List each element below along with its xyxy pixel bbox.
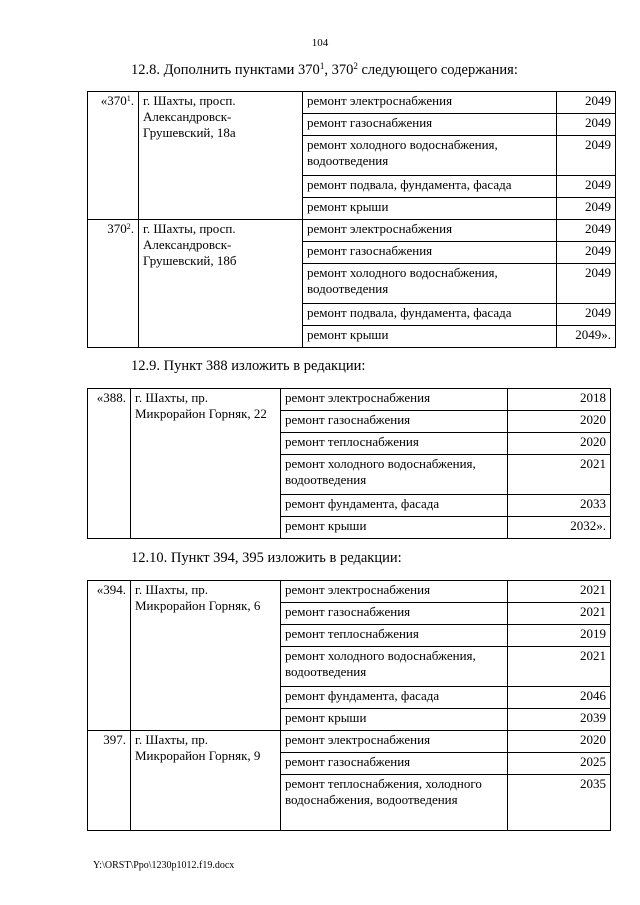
work-type-cell: ремонт холодного водоснабжения, водоотведения (281, 647, 508, 687)
work-type-cell: ремонт крыши (281, 517, 508, 539)
work-type-cell: ремонт подвала, фундамента, фасада (303, 176, 557, 198)
work-type-cell: ремонт электроснабжения (281, 581, 508, 603)
table-row (88, 731, 611, 753)
year-cell: 2021 (508, 455, 611, 495)
work-type-cell: ремонт фундамента, фасада (281, 495, 508, 517)
year-cell: 2049». (557, 326, 616, 348)
item-number: «$370^1$. (88, 92, 139, 220)
year-cell: 2049 (557, 304, 616, 326)
address-cell: г. Шахты, просп. Александровск-Грушевский, 18б (139, 220, 303, 348)
work-type-cell: ремонт газоснабжения (281, 603, 508, 625)
section-12-9-heading: 12.9. Пункт 388 изложить в редакции: (131, 358, 366, 374)
section-12-10-heading: 12.10. Пункт 394, 395 изложить в редакции: (131, 550, 402, 566)
address-cell: г. Шахты, пр. Микрорайон Горняк, 9 (131, 731, 281, 831)
year-cell: 2021 (508, 647, 611, 687)
heading-text: , 370 (324, 62, 354, 78)
year-cell: 2018 (508, 389, 611, 411)
table-12-8 (87, 91, 616, 348)
work-type-cell: ремонт холодного водоснабжения, водоотведения (281, 455, 508, 495)
work-type-cell: ремонт холодного водоснабжения, водоотведения (303, 264, 557, 304)
work-type-cell: ремонт газоснабжения (281, 411, 508, 433)
year-cell: 2020 (508, 433, 611, 455)
address-cell: г. Шахты, просп. Александровск-Грушевский, 18а (139, 92, 303, 220)
heading-superscript: 1 (319, 61, 325, 71)
work-type-cell: ремонт холодного водоснабжения, водоотведения (303, 136, 557, 176)
table-row (88, 581, 611, 603)
year-cell: 2049 (557, 198, 616, 220)
year-cell: 2021 (508, 581, 611, 603)
section-12-8-heading (131, 62, 518, 79)
document-path-footer: Y:\ORST\Ppo\1230p1012.f19.docx (93, 860, 235, 871)
table-12-9 (87, 388, 611, 539)
work-type-cell: ремонт фундамента, фасада (281, 687, 508, 709)
item-number: «388. (88, 389, 131, 539)
year-cell: 2049 (557, 242, 616, 264)
item-number: «394. (88, 581, 131, 731)
year-cell: 2033 (508, 495, 611, 517)
year-cell: 2049 (557, 136, 616, 176)
work-type-cell: ремонт электроснабжения (303, 220, 557, 242)
year-cell: 2021 (508, 603, 611, 625)
table-12-10 (87, 580, 611, 831)
work-type-cell: ремонт газоснабжения (303, 114, 557, 136)
item-number: 397. (88, 731, 131, 831)
work-type-cell: ремонт газоснабжения (303, 242, 557, 264)
year-cell: 2049 (557, 220, 616, 242)
year-cell: 2039 (508, 709, 611, 731)
work-type-cell: ремонт газоснабжения (281, 753, 508, 775)
address-cell: г. Шахты, пр. Микрорайон Горняк, 6 (131, 581, 281, 731)
item-number: $370^2$. (88, 220, 139, 348)
year-cell: 2020 (508, 411, 611, 433)
address-cell: г. Шахты, пр. Микрорайон Горняк, 22 (131, 389, 281, 539)
work-type-cell: ремонт теплоснабжения (281, 433, 508, 455)
work-type-cell: ремонт крыши (303, 198, 557, 220)
year-cell: 2032». (508, 517, 611, 539)
page-number: 104 (311, 37, 329, 49)
work-type-cell: ремонт электроснабжения (281, 389, 508, 411)
year-cell: 2019 (508, 625, 611, 647)
work-type-cell: ремонт теплоснабжения, холодного водоснабжения, водоотведения (281, 775, 508, 831)
year-cell: 2049 (557, 92, 616, 114)
year-cell: 2046 (508, 687, 611, 709)
table-row (88, 92, 616, 114)
table-row (88, 389, 611, 411)
work-type-cell: ремонт теплоснабжения (281, 625, 508, 647)
year-cell: 2020 (508, 731, 611, 753)
year-cell: 2049 (557, 264, 616, 304)
work-type-cell: ремонт крыши (281, 709, 508, 731)
year-cell: 2035 (508, 775, 611, 831)
year-cell: 2025 (508, 753, 611, 775)
work-type-cell: ремонт электроснабжения (281, 731, 508, 753)
year-cell: 2049 (557, 114, 616, 136)
work-type-cell: ремонт подвала, фундамента, фасада (303, 304, 557, 326)
heading-superscript: 2 (353, 61, 358, 71)
year-cell: 2049 (557, 176, 616, 198)
table-row (88, 220, 616, 242)
heading-text: 12.8. Дополнить пунктами 370 (131, 62, 320, 78)
heading-text: следующего содержания: (357, 62, 518, 78)
work-type-cell: ремонт электроснабжения (303, 92, 557, 114)
work-type-cell: ремонт крыши (303, 326, 557, 348)
